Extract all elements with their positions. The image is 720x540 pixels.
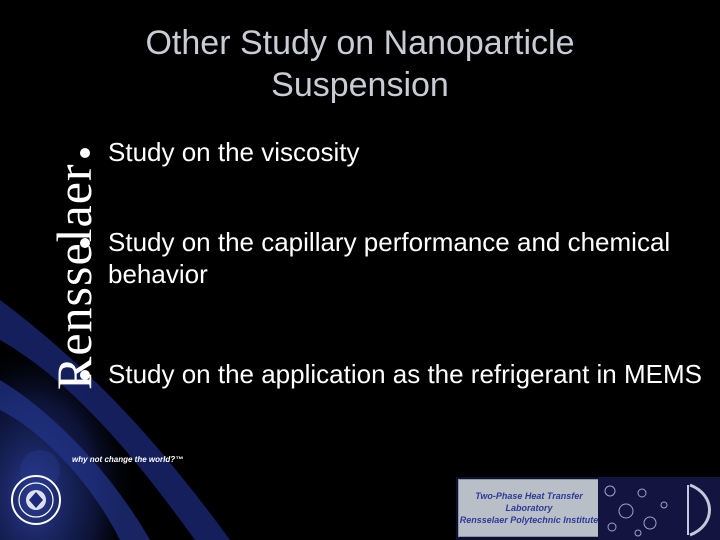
bullet-item (78, 226, 708, 290)
bullet-item (78, 136, 708, 168)
university-seal-icon (10, 474, 62, 526)
lab-logo-line-1: Two-Phase Heat Transfer (475, 491, 583, 501)
bullet-text: Study on the capillary performance and chemical behavior (108, 227, 671, 289)
rensselaer-wordmark: Rensselaer (46, 163, 102, 390)
slide-title (40, 22, 680, 106)
lab-logo-line-3: Rensselaer Polytechnic Institute (459, 515, 599, 525)
bullet-item (78, 358, 708, 390)
lab-logo-line-2: Laboratory (505, 503, 553, 513)
title-line-1: Other Study on Nanoparticle (145, 24, 575, 62)
lab-logo-label (458, 479, 600, 537)
tagline: why not change the world?™ (72, 455, 184, 464)
title-line-2: Suspension (271, 66, 449, 104)
bullet-text: Study on the viscosity (108, 137, 360, 167)
bubbles-graphic-icon (598, 477, 720, 540)
bullet-dot-icon (80, 148, 90, 158)
bullet-text: Study on the application as the refrigerant in MEMS (108, 359, 702, 389)
